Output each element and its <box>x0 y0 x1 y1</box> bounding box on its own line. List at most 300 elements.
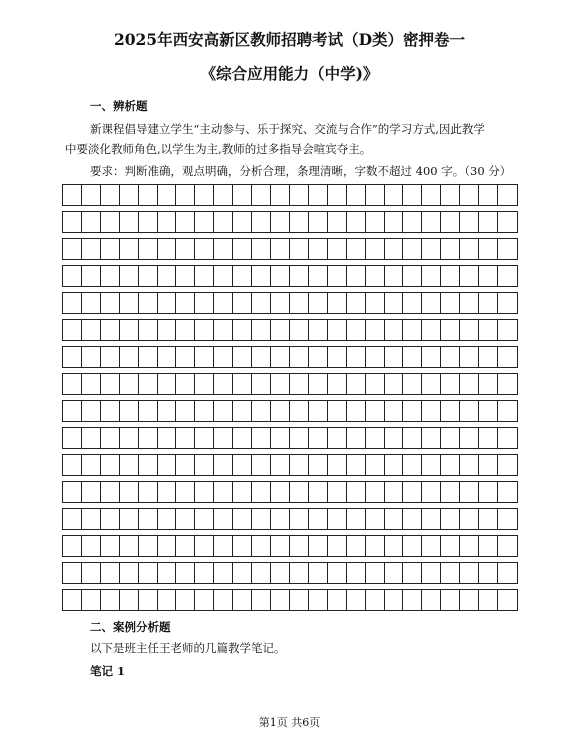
answer-grid-cell <box>290 293 309 313</box>
answer-grid-cell <box>347 590 366 610</box>
case-intro: 以下是班主任王老师的几篇教学笔记。 <box>90 641 286 655</box>
answer-grid-cell <box>233 266 252 286</box>
answer-grid-cell <box>101 212 120 232</box>
answer-grid-cell <box>498 509 517 529</box>
answer-grid-cell <box>139 536 158 556</box>
answer-grid-cell <box>328 536 347 556</box>
answer-grid-cell <box>403 212 422 232</box>
answer-grid-row <box>62 319 518 341</box>
answer-grid-cell <box>252 185 271 205</box>
answer-grid-cell <box>233 185 252 205</box>
answer-grid-cell <box>441 320 460 340</box>
answer-grid-cell <box>309 590 328 610</box>
answer-grid-cell <box>403 563 422 583</box>
answer-grid-cell <box>385 428 404 448</box>
answer-grid-cell <box>366 428 385 448</box>
answer-grid-cell <box>403 482 422 502</box>
answer-grid-cell <box>328 293 347 313</box>
answer-grid-row <box>62 184 518 206</box>
answer-grid-cell <box>195 509 214 529</box>
answer-grid-cell <box>347 509 366 529</box>
answer-grid-cell <box>366 320 385 340</box>
answer-grid-cell <box>252 563 271 583</box>
answer-grid-cell <box>82 455 101 475</box>
question-requirement: 要求：判断准确，观点明确，分析合理，条理清晰，字数不超过 400 字。（30 分） <box>90 164 512 178</box>
answer-grid-cell <box>366 482 385 502</box>
answer-grid-row <box>62 265 518 287</box>
answer-grid-cell <box>309 455 328 475</box>
exam-subtitle: 《综合应用能力（中学)》 <box>200 64 379 83</box>
answer-grid-cell <box>252 455 271 475</box>
answer-grid-cell <box>82 590 101 610</box>
answer-grid-cell <box>403 590 422 610</box>
answer-grid-cell <box>63 428 82 448</box>
answer-grid-cell <box>271 563 290 583</box>
answer-grid-cell <box>120 185 139 205</box>
answer-grid-cell <box>176 401 195 421</box>
answer-grid-cell <box>233 347 252 367</box>
answer-grid-cell <box>63 374 82 394</box>
answer-grid-cell <box>309 374 328 394</box>
answer-grid-cell <box>120 536 139 556</box>
answer-grid-cell <box>460 536 479 556</box>
answer-grid-cell <box>158 239 177 259</box>
answer-grid-cell <box>403 347 422 367</box>
answer-grid-cell <box>366 563 385 583</box>
answer-grid-cell <box>101 320 120 340</box>
answer-grid-cell <box>63 536 82 556</box>
section-heading-case-study: 二、案例分析题 <box>90 620 171 634</box>
answer-grid-cell <box>385 374 404 394</box>
answer-grid-cell <box>422 185 441 205</box>
answer-grid-cell <box>309 563 328 583</box>
exam-title: 2025年西安高新区教师招聘考试（D类）密押卷一 <box>113 30 466 49</box>
answer-grid-cell <box>385 266 404 286</box>
answer-grid-cell <box>139 590 158 610</box>
answer-grid-cell <box>139 563 158 583</box>
answer-grid-cell <box>82 374 101 394</box>
answer-grid-cell <box>120 401 139 421</box>
answer-grid-cell <box>290 590 309 610</box>
answer-grid-cell <box>290 320 309 340</box>
answer-grid-cell <box>252 428 271 448</box>
answer-grid-cell <box>309 536 328 556</box>
answer-grid-row <box>62 589 518 611</box>
answer-grid-cell <box>385 320 404 340</box>
answer-grid-cell <box>139 428 158 448</box>
answer-grid-cell <box>441 401 460 421</box>
answer-grid-cell <box>176 347 195 367</box>
answer-grid-cell <box>158 401 177 421</box>
answer-grid-cell <box>347 455 366 475</box>
answer-grid-cell <box>460 185 479 205</box>
answer-grid-cell <box>233 428 252 448</box>
answer-grid-cell <box>441 563 460 583</box>
answer-grid-cell <box>139 374 158 394</box>
answer-grid-cell <box>441 482 460 502</box>
answer-grid-cell <box>82 401 101 421</box>
question-paragraph-line-1: 新课程倡导建立学生“主动参与、乐于探究、交流与合作”的学习方式,因此教学 <box>90 122 485 136</box>
answer-grid-cell <box>347 401 366 421</box>
answer-grid-cell <box>347 536 366 556</box>
answer-grid-cell <box>498 212 517 232</box>
answer-grid-cell <box>309 482 328 502</box>
answer-grid-cell <box>63 320 82 340</box>
answer-grid-row <box>62 481 518 503</box>
answer-grid-cell <box>422 455 441 475</box>
answer-grid-cell <box>441 590 460 610</box>
answer-grid-cell <box>101 509 120 529</box>
answer-grid-cell <box>479 428 498 448</box>
answer-grid-cell <box>271 266 290 286</box>
answer-grid-cell <box>271 455 290 475</box>
answer-grid-cell <box>479 266 498 286</box>
answer-grid-cell <box>479 455 498 475</box>
answer-grid-cell <box>441 185 460 205</box>
answer-grid-cell <box>158 509 177 529</box>
answer-grid-cell <box>101 374 120 394</box>
answer-grid-cell <box>82 428 101 448</box>
section-heading-analysis: 一、辨析题 <box>90 99 148 113</box>
answer-grid-cell <box>82 293 101 313</box>
answer-grid-cell <box>82 266 101 286</box>
answer-grid-cell <box>347 185 366 205</box>
answer-grid-cell <box>328 347 347 367</box>
answer-grid-cell <box>101 239 120 259</box>
answer-grid-cell <box>82 347 101 367</box>
answer-grid-cell <box>252 590 271 610</box>
answer-grid-cell <box>328 563 347 583</box>
answer-grid-cell <box>195 563 214 583</box>
answer-grid-row <box>62 562 518 584</box>
answer-grid-cell <box>290 185 309 205</box>
answer-grid-cell <box>271 239 290 259</box>
answer-grid-cell <box>63 185 82 205</box>
answer-grid-cell <box>441 428 460 448</box>
answer-grid-cell <box>328 320 347 340</box>
answer-grid-cell <box>101 455 120 475</box>
answer-grid-cell <box>385 401 404 421</box>
answer-grid-cell <box>460 401 479 421</box>
answer-grid-cell <box>328 509 347 529</box>
answer-grid-cell <box>176 239 195 259</box>
answer-grid-cell <box>479 212 498 232</box>
answer-grid-cell <box>309 185 328 205</box>
answer-grid-cell <box>479 293 498 313</box>
answer-grid-cell <box>176 212 195 232</box>
answer-grid-cell <box>422 239 441 259</box>
answer-grid-cell <box>176 266 195 286</box>
answer-grid-cell <box>139 509 158 529</box>
answer-grid-cell <box>233 320 252 340</box>
answer-grid-cell <box>63 266 82 286</box>
answer-grid-cell <box>82 212 101 232</box>
answer-grid-cell <box>233 293 252 313</box>
answer-grid-cell <box>139 266 158 286</box>
answer-grid-cell <box>460 374 479 394</box>
answer-grid-cell <box>422 536 441 556</box>
answer-grid-cell <box>385 347 404 367</box>
answer-grid-cell <box>176 185 195 205</box>
answer-grid-cell <box>195 482 214 502</box>
answer-grid-row <box>62 292 518 314</box>
answer-grid-cell <box>252 374 271 394</box>
answer-grid-cell <box>176 455 195 475</box>
answer-grid-cell <box>101 590 120 610</box>
answer-grid-cell <box>101 563 120 583</box>
answer-grid-cell <box>328 482 347 502</box>
answer-grid-cell <box>158 428 177 448</box>
answer-grid-cell <box>366 185 385 205</box>
answer-grid-cell <box>158 590 177 610</box>
answer-grid-cell <box>328 212 347 232</box>
answer-grid-cell <box>233 482 252 502</box>
answer-grid-cell <box>233 212 252 232</box>
answer-grid-cell <box>479 185 498 205</box>
answer-grid-cell <box>479 482 498 502</box>
answer-grid-cell <box>460 320 479 340</box>
answer-grid-cell <box>120 509 139 529</box>
answer-grid-cell <box>195 293 214 313</box>
answer-grid-cell <box>479 239 498 259</box>
answer-grid-cell <box>479 536 498 556</box>
answer-grid-cell <box>63 590 82 610</box>
answer-grid-cell <box>460 212 479 232</box>
answer-grid-cell <box>214 509 233 529</box>
answer-grid <box>62 184 518 616</box>
answer-grid-cell <box>158 374 177 394</box>
answer-grid-cell <box>63 212 82 232</box>
answer-grid-cell <box>195 239 214 259</box>
answer-grid-cell <box>158 185 177 205</box>
answer-grid-cell <box>252 320 271 340</box>
answer-grid-cell <box>366 293 385 313</box>
answer-grid-row <box>62 454 518 476</box>
answer-grid-cell <box>214 293 233 313</box>
answer-grid-cell <box>290 509 309 529</box>
answer-grid-cell <box>195 590 214 610</box>
answer-grid-cell <box>422 266 441 286</box>
answer-grid-cell <box>176 482 195 502</box>
answer-grid-cell <box>120 563 139 583</box>
answer-grid-cell <box>441 293 460 313</box>
answer-grid-cell <box>120 239 139 259</box>
answer-grid-cell <box>328 590 347 610</box>
answer-grid-cell <box>290 536 309 556</box>
answer-grid-cell <box>422 590 441 610</box>
answer-grid-cell <box>233 239 252 259</box>
answer-grid-cell <box>101 536 120 556</box>
answer-grid-cell <box>498 482 517 502</box>
answer-grid-cell <box>120 212 139 232</box>
answer-grid-cell <box>233 590 252 610</box>
answer-grid-cell <box>422 212 441 232</box>
answer-grid-cell <box>290 482 309 502</box>
answer-grid-cell <box>498 266 517 286</box>
answer-grid-cell <box>139 293 158 313</box>
answer-grid-cell <box>214 401 233 421</box>
answer-grid-cell <box>271 509 290 529</box>
answer-grid-cell <box>271 401 290 421</box>
answer-grid-cell <box>195 320 214 340</box>
answer-grid-cell <box>195 455 214 475</box>
answer-grid-cell <box>290 239 309 259</box>
answer-grid-cell <box>366 239 385 259</box>
answer-grid-cell <box>233 374 252 394</box>
answer-grid-cell <box>366 374 385 394</box>
answer-grid-cell <box>271 347 290 367</box>
answer-grid-cell <box>422 428 441 448</box>
answer-grid-cell <box>82 239 101 259</box>
answer-grid-cell <box>479 320 498 340</box>
answer-grid-cell <box>101 185 120 205</box>
answer-grid-cell <box>139 455 158 475</box>
answer-grid-cell <box>309 428 328 448</box>
answer-grid-cell <box>252 347 271 367</box>
answer-grid-cell <box>214 428 233 448</box>
answer-grid-cell <box>422 509 441 529</box>
answer-grid-cell <box>82 563 101 583</box>
answer-grid-cell <box>403 536 422 556</box>
answer-grid-cell <box>309 509 328 529</box>
answer-grid-cell <box>460 266 479 286</box>
answer-grid-cell <box>498 536 517 556</box>
answer-grid-cell <box>214 536 233 556</box>
page-footer: 第1页 共6页 <box>258 716 321 729</box>
answer-grid-cell <box>214 482 233 502</box>
answer-grid-cell <box>101 347 120 367</box>
answer-grid-cell <box>403 293 422 313</box>
answer-grid-cell <box>214 185 233 205</box>
answer-grid-cell <box>252 536 271 556</box>
answer-grid-cell <box>63 563 82 583</box>
answer-grid-cell <box>498 347 517 367</box>
answer-grid-cell <box>120 482 139 502</box>
answer-grid-cell <box>252 401 271 421</box>
answer-grid-cell <box>366 401 385 421</box>
answer-grid-cell <box>214 374 233 394</box>
answer-grid-cell <box>385 509 404 529</box>
answer-grid-row <box>62 211 518 233</box>
answer-grid-cell <box>347 293 366 313</box>
answer-grid-cell <box>101 266 120 286</box>
answer-grid-cell <box>347 239 366 259</box>
answer-grid-cell <box>290 401 309 421</box>
answer-grid-cell <box>347 266 366 286</box>
answer-grid-cell <box>82 509 101 529</box>
answer-grid-cell <box>385 590 404 610</box>
answer-grid-cell <box>328 401 347 421</box>
answer-grid-cell <box>101 401 120 421</box>
answer-grid-cell <box>347 212 366 232</box>
answer-grid-cell <box>460 509 479 529</box>
answer-grid-cell <box>139 212 158 232</box>
answer-grid-cell <box>385 239 404 259</box>
answer-grid-row <box>62 400 518 422</box>
answer-grid-cell <box>158 563 177 583</box>
answer-grid-cell <box>460 428 479 448</box>
answer-grid-cell <box>63 455 82 475</box>
answer-grid-cell <box>441 347 460 367</box>
answer-grid-cell <box>139 347 158 367</box>
answer-grid-cell <box>271 320 290 340</box>
answer-grid-cell <box>63 347 82 367</box>
answer-grid-cell <box>403 401 422 421</box>
answer-grid-cell <box>498 293 517 313</box>
answer-grid-cell <box>158 482 177 502</box>
answer-grid-cell <box>120 347 139 367</box>
answer-grid-cell <box>498 455 517 475</box>
answer-grid-cell <box>120 428 139 448</box>
answer-grid-cell <box>252 293 271 313</box>
answer-grid-cell <box>290 455 309 475</box>
answer-grid-cell <box>347 374 366 394</box>
answer-grid-cell <box>479 590 498 610</box>
answer-grid-cell <box>271 212 290 232</box>
answer-grid-cell <box>158 536 177 556</box>
answer-grid-cell <box>460 563 479 583</box>
answer-grid-cell <box>252 212 271 232</box>
answer-grid-cell <box>366 590 385 610</box>
answer-grid-cell <box>460 590 479 610</box>
answer-grid-cell <box>120 590 139 610</box>
answer-grid-cell <box>441 509 460 529</box>
answer-grid-cell <box>328 455 347 475</box>
answer-grid-cell <box>498 374 517 394</box>
answer-grid-cell <box>441 374 460 394</box>
answer-grid-cell <box>479 563 498 583</box>
answer-grid-cell <box>139 239 158 259</box>
answer-grid-cell <box>158 293 177 313</box>
question-paragraph-line-2: 中要淡化教师角色,以学生为主,教师的过多指导会喧宾夺主。 <box>65 142 372 156</box>
answer-grid-cell <box>233 536 252 556</box>
answer-grid-row <box>62 373 518 395</box>
answer-grid-cell <box>422 374 441 394</box>
answer-grid-cell <box>366 455 385 475</box>
answer-grid-row <box>62 508 518 530</box>
answer-grid-cell <box>271 374 290 394</box>
answer-grid-cell <box>195 374 214 394</box>
answer-grid-cell <box>309 347 328 367</box>
answer-grid-cell <box>82 185 101 205</box>
answer-grid-cell <box>195 428 214 448</box>
answer-grid-cell <box>385 293 404 313</box>
answer-grid-cell <box>498 239 517 259</box>
answer-grid-cell <box>460 482 479 502</box>
answer-grid-cell <box>309 320 328 340</box>
answer-grid-cell <box>328 428 347 448</box>
answer-grid-cell <box>82 320 101 340</box>
answer-grid-cell <box>479 347 498 367</box>
answer-grid-cell <box>422 482 441 502</box>
answer-grid-cell <box>195 185 214 205</box>
answer-grid-cell <box>176 428 195 448</box>
answer-grid-cell <box>63 509 82 529</box>
answer-grid-cell <box>214 266 233 286</box>
answer-grid-cell <box>195 347 214 367</box>
answer-grid-cell <box>403 374 422 394</box>
answer-grid-cell <box>328 266 347 286</box>
answer-grid-cell <box>139 320 158 340</box>
answer-grid-cell <box>176 293 195 313</box>
answer-grid-cell <box>403 185 422 205</box>
answer-grid-cell <box>309 239 328 259</box>
answer-grid-cell <box>120 455 139 475</box>
answer-grid-cell <box>366 347 385 367</box>
answer-grid-cell <box>271 293 290 313</box>
answer-grid-row <box>62 535 518 557</box>
answer-grid-cell <box>176 320 195 340</box>
